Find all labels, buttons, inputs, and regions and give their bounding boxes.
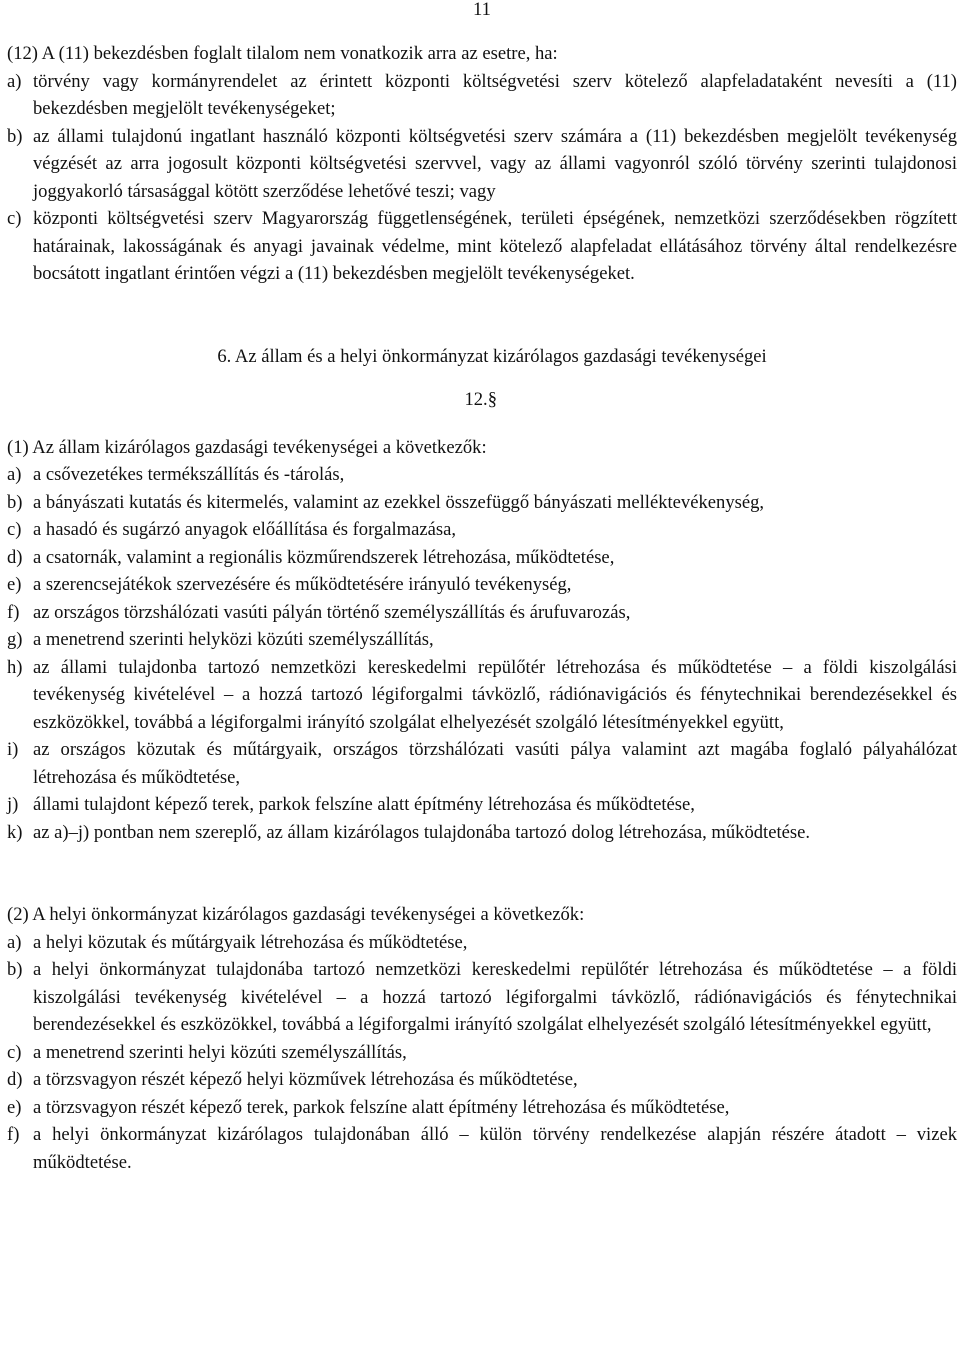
list-item-text: a helyi önkormányzat tulajdonába tartozó nemzetközi kereskedelmi repülőtér létrehozása és működtetése – a földi kiszolgálási tevékenység kivételével – a hozzá tartozó légiforgalmi távközlő, rádiónavigációs és fénytechnikai berendezésekkel és eszközökkel, továbbá a légiforgalmi irányító szolgálat elhelyezését szolgáló létesítményekkel együtt, <box>33 959 957 1035</box>
list-item <box>7 599 957 627</box>
list-item <box>7 736 957 791</box>
section-number: 12.§ <box>464 389 497 410</box>
list-marker: a) <box>7 70 22 92</box>
list-item-text: állami tulajdont képező terek, parkok felszíne alatt építmény létrehozása és működtetése, <box>33 794 695 815</box>
list-marker: b) <box>7 125 23 147</box>
list-item <box>7 1066 957 1094</box>
list-item-text: a menetrend szerinti helyközi közúti személyszállítás, <box>33 629 434 650</box>
list-item-text: a szerencsejátékok szervezésére és működtetésére irányuló tevékenység, <box>33 574 572 595</box>
spacer <box>7 288 957 343</box>
spacer <box>7 846 957 901</box>
list-item-text: az országos közutak és műtárgyaik, országos törzshálózati vasúti pálya valamint azt magába foglaló pályahálózat létrehozása és működtetése, <box>33 739 957 788</box>
paragraph-1-heading: (1) Az állam kizárólagos gazdasági tevékenységei a következők: <box>7 436 487 458</box>
list-item <box>7 1039 957 1067</box>
list-item <box>7 791 957 819</box>
list-item-text: a hasadó és sugárzó anyagok előállítása és forgalmazása, <box>33 519 457 540</box>
list-marker: f) <box>7 1124 20 1145</box>
chapter-title: 6. Az állam és a helyi önkormányzat kizárólagos gazdasági tevékenységei <box>217 345 767 367</box>
list-marker: k) <box>7 821 23 843</box>
list-marker: a) <box>7 931 22 953</box>
list-marker: h) <box>7 656 23 678</box>
list-item-text: az a)–j) pontban nem szereplő, az állam kizárólagos tulajdonába tartozó dolog létrehozása, működtetése. <box>33 821 811 843</box>
list-item <box>7 929 957 957</box>
list-marker: b) <box>7 959 23 980</box>
list-item <box>7 461 957 489</box>
document-body <box>7 40 957 1176</box>
list-item <box>7 516 957 544</box>
list-item <box>7 1121 957 1176</box>
list-item-text: törvény vagy kormányrendelet az érintett központi költségvetési szerv kötelező alapfeladataként nevesíti a (11) bekezdésben megjelölt tevékenységeket; <box>33 70 957 119</box>
paragraph-2-heading: (2) A helyi önkormányzat kizárólagos gazdasági tevékenységei a következők: <box>7 904 585 925</box>
list-item-text: az állami tulajdonú ingatlant használó központi költségvetési szerv számára a (11) bekezdésben megjelölt tevékenység végzését az arra jogosult központi költségvetési szervvel, vagy az állami vagyonról szóló törvény szerinti tulajdonosi joggyakorló társasággal kötött szerződése lehetővé teszi; vagy <box>33 125 957 202</box>
list-item <box>7 626 957 654</box>
list-marker: d) <box>7 546 23 568</box>
list-item-text: az országos törzshálózati vasúti pályán történő személyszállítás és árufuvarozás, <box>33 601 631 623</box>
list-marker: c) <box>7 208 22 229</box>
list-item-text: a csővezetékes termékszállítás és -tárolás, <box>33 464 345 485</box>
list-item <box>7 956 957 1039</box>
list-marker: g) <box>7 629 23 650</box>
list-item <box>7 571 957 599</box>
list-item-text: az állami tulajdonba tartozó nemzetközi kereskedelmi repülőtér létrehozása és működtetése – a földi kiszolgálási tevékenység kivételével – a hozzá tartozó légiforgalmi távközlő, rádiónavigációs és fénytechnikai berendezésekkel és eszközökkel, továbbá a légiforgalmi irányító szolgálat elhelyezését szolgáló létesítményekkel együtt, <box>33 656 957 733</box>
page-number: 11 <box>473 0 491 20</box>
list-marker: f) <box>7 601 20 623</box>
list-marker: i) <box>7 739 19 760</box>
list-item-text: a törzsvagyon részét képező helyi közművek létrehozása és működtetése, <box>33 1069 578 1090</box>
list-item-text: a menetrend szerinti helyi közúti személyszállítás, <box>33 1041 407 1063</box>
list-item <box>7 68 957 123</box>
list-marker: c) <box>7 519 22 540</box>
list-item <box>7 544 957 572</box>
list-item <box>7 489 957 517</box>
paragraph-12-heading: (12) A (11) bekezdésben foglalt tilalom nem vonatkozik arra az esetre, ha: <box>7 43 558 64</box>
list-marker: e) <box>7 1096 22 1118</box>
list-item <box>7 205 957 288</box>
list-marker: a) <box>7 464 22 485</box>
list-item <box>7 1094 957 1122</box>
list-item-text: központi költségvetési szerv Magyarország függetlenségének, területi épségének, nemzetközi szerződésekben rögzített határainak, lakosságának és anyagi javainak védelme, mint kötelező alapfeladat ellátásához törvény által rendelkezésre bocsátott ingatlant érintően végzi a (11) bekezdésben megjelölt tevékenységeket. <box>33 208 957 284</box>
list-item-text: a csatornák, valamint a regionális közműrendszerek létrehozása, működtetése, <box>33 546 615 568</box>
list-item <box>7 123 957 206</box>
list-item <box>7 819 957 847</box>
list-item <box>7 654 957 737</box>
list-item-text: a törzsvagyon részét képező terek, parkok felszíne alatt építmény létrehozása és működtetése, <box>33 1096 730 1118</box>
list-marker: b) <box>7 491 23 513</box>
list-item-text: a helyi közutak és műtárgyaik létrehozása és működtetése, <box>33 931 468 953</box>
list-marker: e) <box>7 574 22 595</box>
list-marker: j) <box>7 794 19 815</box>
list-marker: d) <box>7 1069 23 1090</box>
list-item-text: a helyi önkormányzat kizárólagos tulajdonában álló – külön törvény rendelkezése alapján részére átadott – vizek működtetése. <box>33 1124 957 1173</box>
list-marker: c) <box>7 1041 22 1063</box>
list-item-text: a bányászati kutatás és kitermelés, valamint az ezekkel összefüggő bányászati melléktevékenység, <box>33 491 765 513</box>
